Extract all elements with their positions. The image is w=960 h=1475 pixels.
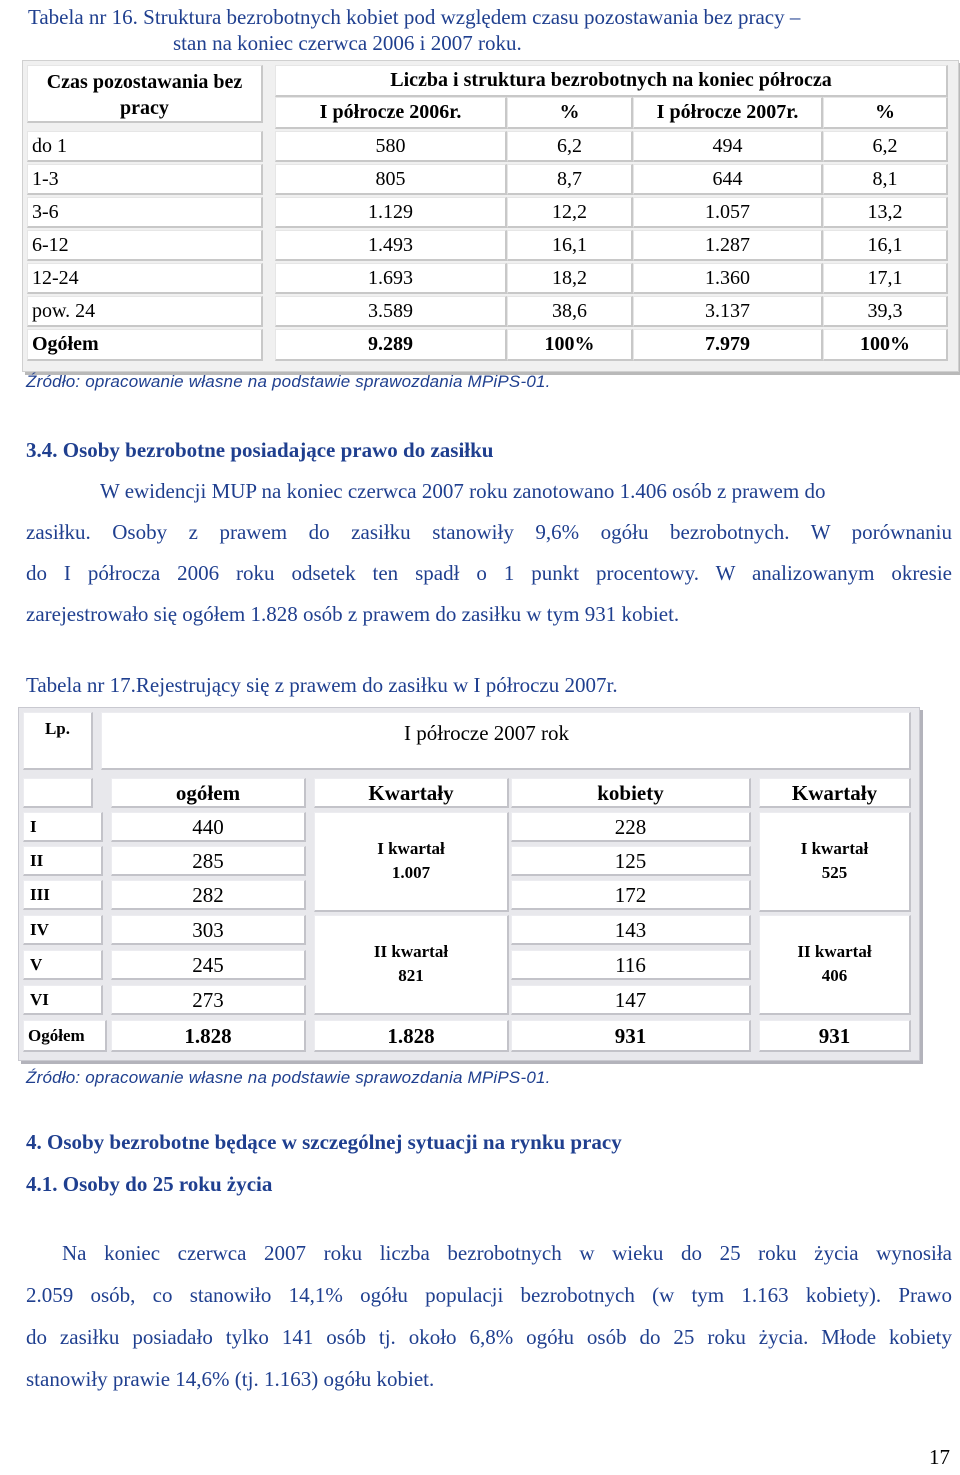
table16-header-period-line2: pracy xyxy=(120,97,169,119)
table17-row-women: 172 xyxy=(511,880,751,910)
table17-row-lp: III xyxy=(23,880,103,910)
table17-row-lp: V xyxy=(23,950,103,980)
table17-q1-total-value: 1.007 xyxy=(391,863,431,882)
table16-cell-p2: 6,2 xyxy=(823,131,948,162)
table16-cell-p2: 16,1 xyxy=(823,230,948,261)
table17-q2-total-label: II kwartał xyxy=(373,942,449,961)
table16-cell-p2: 13,2 xyxy=(823,197,948,228)
table16-header-period-line1: Czas pozostawania bez xyxy=(46,71,243,93)
table17-title: I półrocze 2007 rok xyxy=(101,712,911,770)
table17-row-women: 147 xyxy=(511,985,751,1015)
table16-cell-v1: 3.589 xyxy=(275,296,507,327)
table16-cell-v2: 644 xyxy=(633,164,823,195)
table17-row-total: 440 xyxy=(111,812,306,842)
section-4-heading: 4. Osoby bezrobotne będące w szczególnej sytuacji na rynku pracy xyxy=(26,1130,622,1154)
table16 xyxy=(22,60,959,372)
table16-header-group: Liczba i struktura bezrobotnych na koniec półrocza xyxy=(275,65,948,97)
table17-row-total: 285 xyxy=(111,846,306,876)
table16-cell-p1: 12,2 xyxy=(507,197,633,228)
table16-header-pct-2006: % xyxy=(507,97,633,129)
table17-q1-women-value: 525 xyxy=(821,863,848,882)
section-34-line3: do I półrocza 2006 roku odsetek ten spadł o 1 punkt procentowy. W analizowanym okresie xyxy=(26,561,952,585)
table16-total-p2: 100% xyxy=(823,329,948,361)
table17-q1-total-label: I kwartał xyxy=(377,839,445,858)
table16-cell-p2: 17,1 xyxy=(823,263,948,294)
table16-cell-v1: 1.693 xyxy=(275,263,507,294)
table17-total-women-quarters: 931 xyxy=(759,1020,911,1052)
table16-cell-v1: 580 xyxy=(275,131,507,162)
table16-cell-v2: 1.057 xyxy=(633,197,823,228)
table16-cell-v1: 1.129 xyxy=(275,197,507,228)
table16-row-label: pow. 24 xyxy=(27,296,263,327)
table17-total-women: 931 xyxy=(511,1020,751,1052)
table17-col-quarters-total: Kwartały xyxy=(314,778,509,808)
table17-col-quarters-women: Kwartały xyxy=(759,778,911,808)
table16-cell-v2: 494 xyxy=(633,131,823,162)
table16-cell-p2: 8,1 xyxy=(823,164,948,195)
table16-caption-line1: Tabela nr 16. Struktura bezrobotnych kobiet pod względem czasu pozostawania bez pracy – xyxy=(28,5,801,29)
table17-col-total: ogółem xyxy=(111,778,306,808)
table17-row-total: 303 xyxy=(111,915,306,945)
table17-row-lp: II xyxy=(23,846,103,876)
section-34-heading: 3.4. Osoby bezrobotne posiadające prawo do zasiłku xyxy=(26,438,494,462)
table16-caption-line2: stan na koniec czerwca 2006 i 2007 roku. xyxy=(173,31,522,55)
table17-source: Źródło: opracowanie własne na podstawie sprawozdania MPiPS-01. xyxy=(26,1068,551,1087)
table17-row-women: 228 xyxy=(511,812,751,842)
section-34-line2: zasiłku. Osoby z prawem do zasiłku stanowiły 9,6% ogółu bezrobotnych. W porównaniu xyxy=(26,520,952,544)
table16-cell-p1: 16,1 xyxy=(507,230,633,261)
table16-header-period xyxy=(27,65,263,123)
table17-caption: Tabela nr 17.Rejestrujący się z prawem do zasiłku w I półroczu 2007r. xyxy=(26,673,618,697)
table16-cell-p1: 8,7 xyxy=(507,164,633,195)
table16-cell-p2: 39,3 xyxy=(823,296,948,327)
table16-cell-p1: 18,2 xyxy=(507,263,633,294)
table17-q2-women-value: 406 xyxy=(821,966,848,985)
section-34-line4: zarejestrowało się ogółem 1.828 osób z prawem do zasiłku w tym 931 kobiet. xyxy=(26,602,680,626)
table17-row-lp: VI xyxy=(23,985,103,1015)
table17-row-total: 282 xyxy=(111,880,306,910)
table17-blank-header xyxy=(23,778,93,808)
table16-total-v1: 9.289 xyxy=(275,329,507,361)
table17-row-total: 273 xyxy=(111,985,306,1015)
section-41-line4: stanowiły prawie 14,6% (tj. 1.163) ogółu kobiet. xyxy=(26,1367,435,1391)
table16-cell-p1: 6,2 xyxy=(507,131,633,162)
table17-q1-total-cell xyxy=(314,812,509,912)
table17-q1-women-label: I kwartał xyxy=(800,839,869,858)
table16-cell-v2: 1.287 xyxy=(633,230,823,261)
table17-total-total: 1.828 xyxy=(111,1020,306,1052)
table16-cell-p1: 38,6 xyxy=(507,296,633,327)
section-41-heading: 4.1. Osoby do 25 roku życia xyxy=(26,1172,273,1196)
section-41-line1: Na koniec czerwca 2007 roku liczba bezrobotnych w wieku do 25 roku życia wynosiła xyxy=(62,1241,952,1265)
table16-row-label: 6-12 xyxy=(27,230,263,261)
table17-q2-women-label: II kwartał xyxy=(797,942,872,961)
table16-total-p1: 100% xyxy=(507,329,633,361)
table17-row-women: 116 xyxy=(511,950,751,980)
section-41-line3: do zasiłku posiadało tylko 141 osób tj. około 6,8% ogółu osób do 25 roku życia. Młode kobiety xyxy=(26,1325,952,1349)
table16-row-label: do 1 xyxy=(27,131,263,162)
table17 xyxy=(18,707,920,1061)
table17-total-quarters: 1.828 xyxy=(314,1020,509,1052)
table16-header-h1-2007: I półrocze 2007r. xyxy=(633,97,823,129)
table16-row-label: 1-3 xyxy=(27,164,263,195)
table16-row-label: 3-6 xyxy=(27,197,263,228)
page-number: 17 xyxy=(929,1445,950,1469)
section-34-line1: W ewidencji MUP na koniec czerwca 2007 roku zanotowano 1.406 osób z prawem do xyxy=(100,479,826,503)
table17-lp-header: Lp. xyxy=(23,712,93,770)
table17-row-lp: I xyxy=(23,812,103,842)
table16-cell-v1: 1.493 xyxy=(275,230,507,261)
table16-cell-v2: 3.137 xyxy=(633,296,823,327)
table17-total-label: Ogółem xyxy=(23,1020,107,1052)
table16-cell-v1: 805 xyxy=(275,164,507,195)
table17-row-women: 125 xyxy=(511,846,751,876)
table16-header-h1-2006: I półrocze 2006r. xyxy=(275,97,507,129)
table17-q2-total-value: 821 xyxy=(398,966,424,985)
table17-col-women: kobiety xyxy=(511,778,751,808)
table16-total-v2: 7.979 xyxy=(633,329,823,361)
table16-cell-v2: 1.360 xyxy=(633,263,823,294)
table16-header-pct-2007: % xyxy=(823,97,948,129)
table16-total-label: Ogółem xyxy=(27,329,263,361)
table17-row-lp: IV xyxy=(23,915,103,945)
table16-row-label: 12-24 xyxy=(27,263,263,294)
table17-row-women: 143 xyxy=(511,915,751,945)
section-41-line2: 2.059 osób, co stanowiło 14,1% ogółu populacji bezrobotnych (w tym 1.163 kobiety). Prawo xyxy=(26,1283,952,1307)
table16-source: Źródło: opracowanie własne na podstawie sprawozdania MPiPS-01. xyxy=(26,372,551,391)
table17-q2-women-cell xyxy=(759,915,911,1015)
table17-q2-total-cell xyxy=(314,915,509,1015)
table17-q1-women-cell xyxy=(759,812,911,912)
table17-row-total: 245 xyxy=(111,950,306,980)
